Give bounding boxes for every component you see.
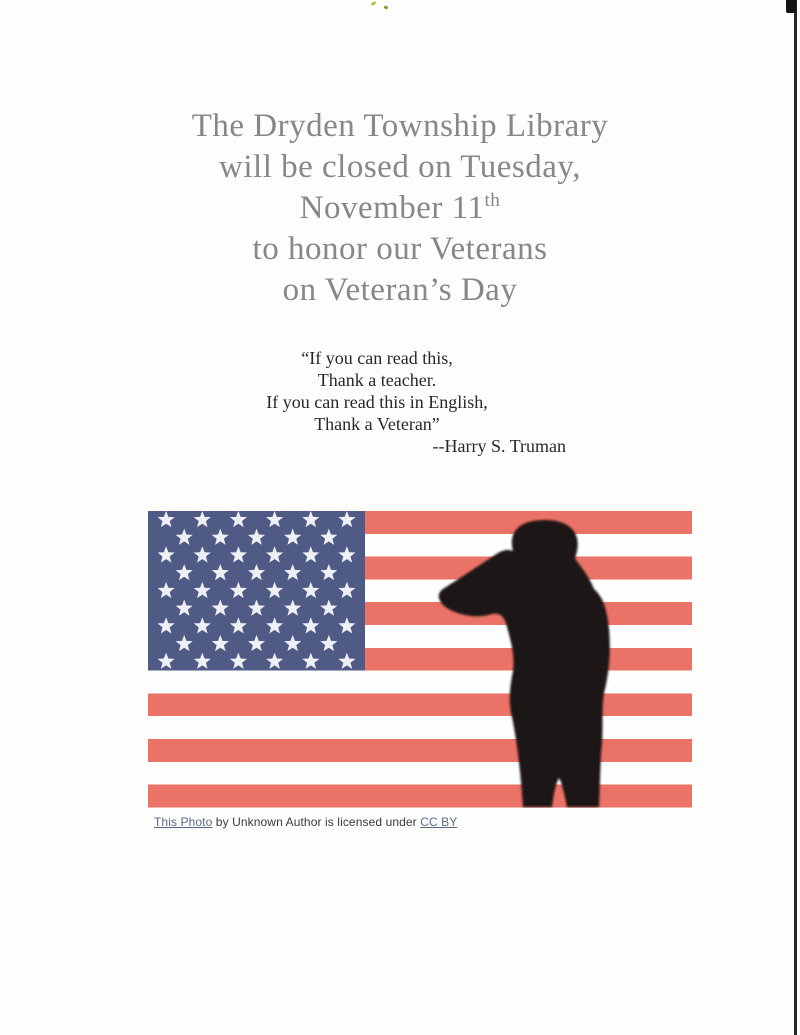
quote-line-2: Thank a teacher.	[317, 370, 437, 390]
quote-line-4: Thank a Veteran”	[314, 414, 440, 434]
truman-quote	[232, 347, 566, 457]
notice-line-2: will be closed on Tuesday,	[219, 149, 581, 185]
photo-credit-line	[154, 815, 457, 829]
scan-edge-line	[794, 0, 797, 1035]
scan-speck	[371, 1, 377, 6]
closure-notice	[0, 106, 800, 311]
date-ordinal-suffix: th	[484, 190, 501, 211]
credit-middle-text: by Unknown Author is licensed under	[212, 815, 421, 829]
saluting-soldier-silhouette	[439, 520, 610, 807]
scan-corner-mark	[786, 0, 796, 13]
flag-graphic	[148, 511, 692, 808]
flag-photo	[148, 511, 692, 808]
notice-line-4: to honor our Veterans	[252, 231, 548, 267]
notice-line-1: The Dryden Township Library	[191, 108, 609, 144]
quote-line-3: If you can read this in English,	[266, 392, 488, 412]
scan-speck	[384, 5, 389, 10]
this-photo-link[interactable]: This Photo	[154, 815, 213, 829]
quote-attribution: --Harry S. Truman	[432, 436, 566, 456]
notice-line-3-date	[0, 188, 800, 229]
notice-line-5: on Veteran’s Day	[282, 272, 518, 308]
cc-by-link[interactable]: CC BY	[420, 815, 458, 829]
notice-date-text: November 11	[299, 190, 485, 226]
quote-line-1: “If you can read this,	[301, 348, 453, 368]
